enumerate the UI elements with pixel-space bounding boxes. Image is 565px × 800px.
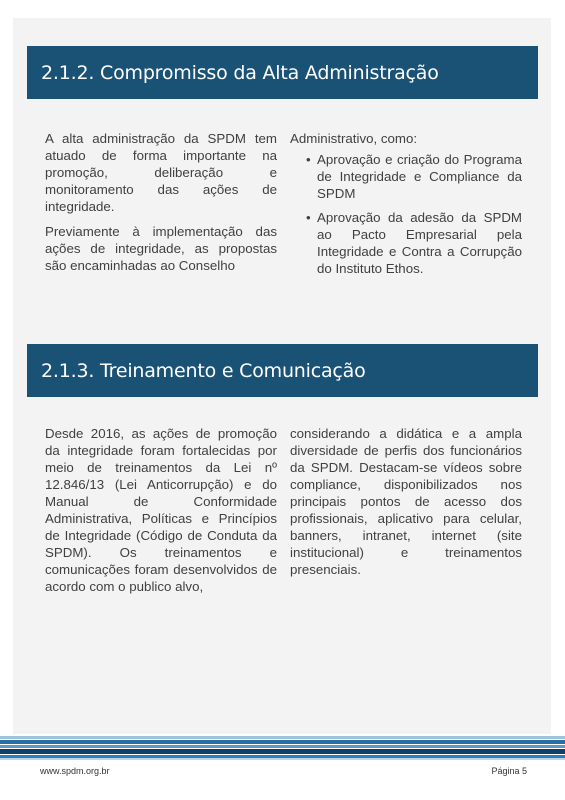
paragraph: Desde 2016, as ações de promoção da integridade foram fortalecidas por meio de treinamentos da Lei nº 12.846/13 (Lei Anticorrupção) e do Manual de Conformidade Administrativa, Políticas e Princípios de Integridade (Código de Conduta da SPDM). Os treinamentos e comunicações foram desenvolvidos de acordo com o publico alvo, bbox=[45, 426, 277, 594]
section2-column-right bbox=[290, 425, 522, 586]
list-item-text: Aprovação e criação do Programa de Integridade e Compliance da SPDM bbox=[317, 152, 522, 201]
list-item bbox=[290, 209, 522, 277]
paragraph: Previamente à implementação das ações de integridade, as propostas são encaminhadas ao Conselho bbox=[45, 224, 277, 273]
bullet-list bbox=[290, 151, 522, 277]
footer-stripes bbox=[0, 736, 565, 760]
section-title: 2.1.3. Treinamento e Comunicação bbox=[41, 359, 366, 382]
section1-column-left bbox=[45, 130, 277, 282]
bullet-icon: • bbox=[306, 210, 311, 225]
bullet-icon: • bbox=[306, 152, 311, 167]
section-header-treinamento bbox=[27, 344, 538, 397]
paragraph: Administrativo, como: bbox=[290, 131, 418, 146]
footer-page-number: Página 5 bbox=[491, 766, 527, 776]
list-item bbox=[290, 151, 522, 202]
list-item-text: Aprovação da adesão da SPDM ao Pacto Empresarial pela Integridade e Contra a Corrupção do Instituto Ethos. bbox=[317, 210, 522, 276]
paragraph: considerando a didática e a ampla diversidade de perfis dos funcionários da SPDM. Destacam-se vídeos sobre compliance, disponibilizados nos principais pontos de acesso dos profissionais, aplicativo para celular, banners, intranet, internet (site institucional) e treinamentos presenciais. bbox=[290, 426, 522, 577]
section2-column-left bbox=[45, 425, 277, 603]
footer-website: www.spdm.org.br bbox=[40, 766, 110, 776]
paragraph: A alta administração da SPDM tem atuado de forma importante na promoção, deliberação e monitoramento das ações de integridade. bbox=[45, 131, 277, 214]
section-title: 2.1.2. Compromisso da Alta Administração bbox=[41, 61, 439, 84]
section1-column-right bbox=[290, 130, 522, 284]
section-header-compromisso bbox=[27, 46, 538, 99]
